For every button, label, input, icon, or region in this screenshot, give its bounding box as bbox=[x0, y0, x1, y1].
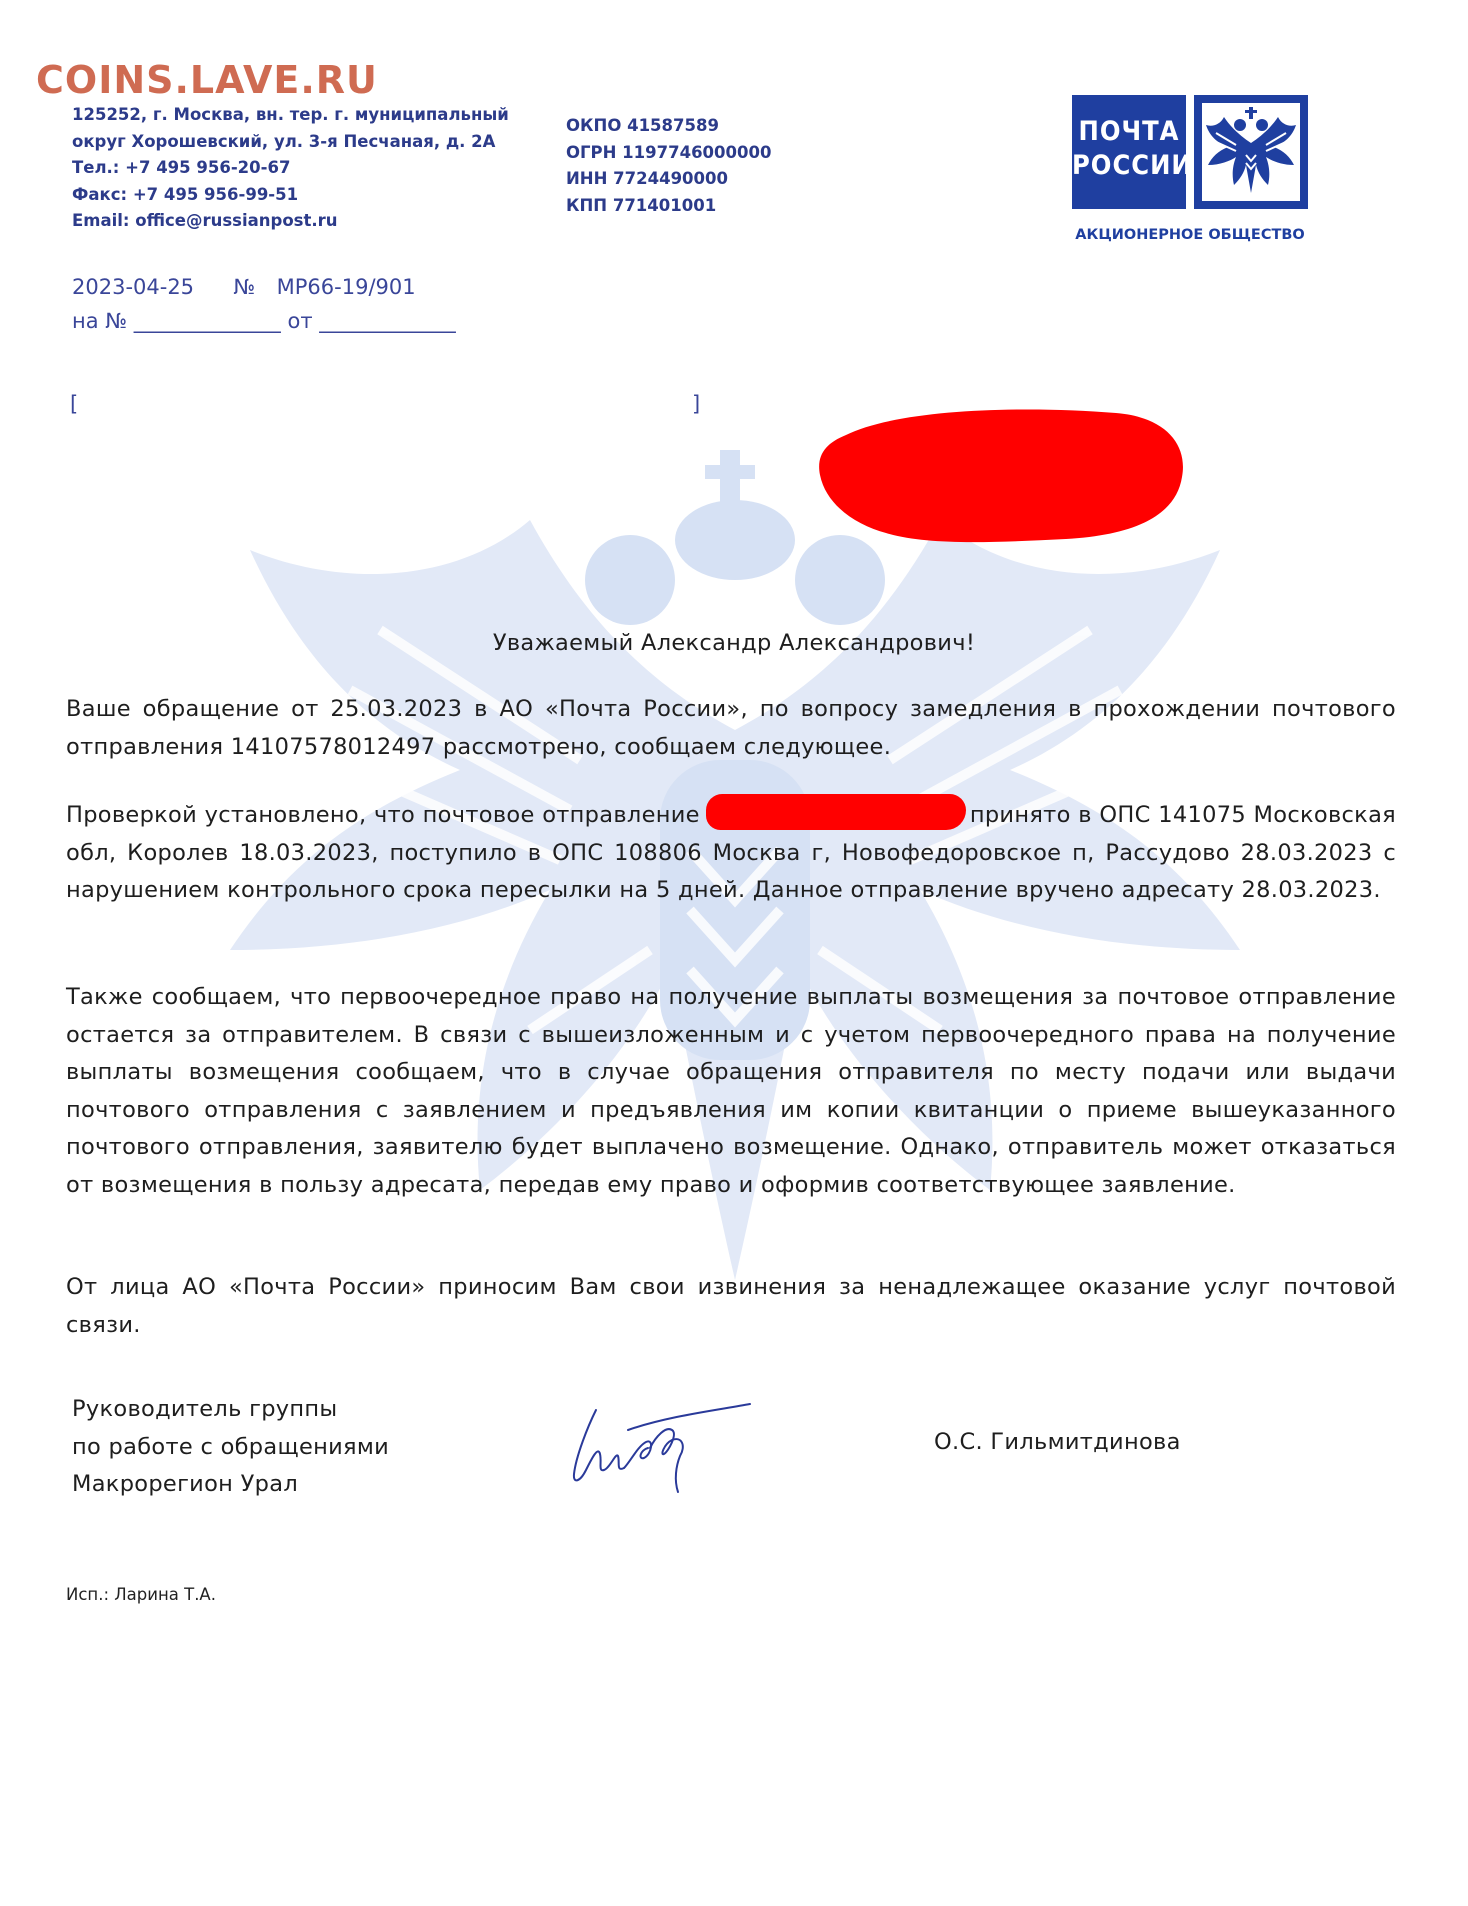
paragraph-2-end: принято в ОПС 141075 Московская обл, Королев 18.03.2023, поступило в ОПС 108806 Москва г, Новофедоровское п, Рассудово 28.03.2023 с нарушением контрольного срока пересылки на 5 дней. Данное отправление вручено адресату 28.03.2023. bbox=[66, 802, 1396, 904]
recipient-bracket-close: ] bbox=[692, 392, 701, 416]
email-line: Email: office@russianpost.ru bbox=[72, 211, 338, 230]
greeting: Уважаемый Александр Александрович! bbox=[492, 630, 976, 656]
site-watermark: COINS.LAVE.RU bbox=[36, 58, 378, 102]
handwritten-signature bbox=[568, 1396, 758, 1496]
position-line: Руководитель группы bbox=[72, 1396, 338, 1422]
logo-eagle-box bbox=[1194, 95, 1308, 209]
paragraph-2-start: Проверкой установлено, что почтовое отправление bbox=[66, 802, 700, 828]
company-codes-block bbox=[566, 113, 771, 219]
paragraph-2 bbox=[66, 794, 1396, 910]
position-line: по работе с обращениями bbox=[72, 1433, 390, 1460]
sender-address-block bbox=[72, 102, 509, 235]
signatory-position bbox=[72, 1391, 389, 1504]
recipient-redaction bbox=[816, 405, 1186, 545]
address-line: округ Хорошевский, ул. 3-я Песчаная, д. 2А bbox=[72, 131, 496, 151]
inn-code: ИНН 7724490000 bbox=[566, 169, 728, 188]
letter-date: 2023-04-25 bbox=[72, 275, 195, 299]
incoming-reference: на № ______________ от _____________ bbox=[72, 309, 456, 333]
okpo-code: ОКПО 41587589 bbox=[566, 116, 719, 135]
paragraph-4: От лица АО «Почта России» приносим Вам свои извинения за ненадлежащее оказание услуг почтовой связи. bbox=[66, 1274, 1396, 1338]
signatory-name: О.С. Гильмитдинова bbox=[934, 1429, 1181, 1455]
ogrn-code: ОГРН 1197746000000 bbox=[566, 142, 772, 162]
fax-line: Факс: +7 495 956-99-51 bbox=[72, 184, 299, 204]
russian-post-logo bbox=[1072, 95, 1312, 255]
logo-caption: АКЦИОНЕРНОЕ ОБЩЕСТВО bbox=[1075, 227, 1305, 243]
position-line: Макрорегион Урал bbox=[72, 1471, 298, 1498]
paragraph-3: Также сообщаем, что первоочередное право на получение выплаты возмещения за почтовое отправление остается за отправителем. В связи с вышеизложенным и с учетом первоочередного права на получение выплаты возмещения сообщаем, что в случае обращения отправителя по месту подачи или выдачи почтового отправления с заявлением и предъявления им копии квитанции о приеме вышеуказанного почтового отправления, заявителю будет выплачено возмещение. Однако, отправитель может отказаться от возмещения в пользу адресата, передав ему право и оформив соответствующее заявление. bbox=[66, 984, 1396, 1198]
recipient-bracket-open: [ bbox=[70, 392, 79, 416]
executor-note: Исп.: Ларина Т.А. bbox=[66, 1585, 216, 1604]
paragraph-1: Ваше обращение от 25.03.2023 в АО «Почта России», по вопросу замедления в прохождении почтового отправления 14107578012497 рассмотрено, сообщаем следующее. bbox=[66, 696, 1396, 760]
phone-line: Тел.: +7 495 956-20-67 bbox=[72, 158, 291, 177]
logo-line-1: ПОЧТА bbox=[1078, 116, 1180, 147]
outgoing-reference bbox=[72, 270, 416, 304]
tracking-number-redaction bbox=[706, 794, 966, 830]
kpp-code: КПП 771401001 bbox=[566, 195, 717, 215]
logo-line-2: РОССИИ bbox=[1072, 150, 1193, 181]
number-sign: № bbox=[233, 275, 256, 299]
letter-number: МР66-19/901 bbox=[276, 275, 416, 299]
logo-wordmark-box bbox=[1072, 95, 1193, 209]
address-line: 125252, г. Москва, вн. тер. г. муниципальный bbox=[72, 105, 509, 124]
double-headed-eagle-icon bbox=[1202, 103, 1300, 201]
